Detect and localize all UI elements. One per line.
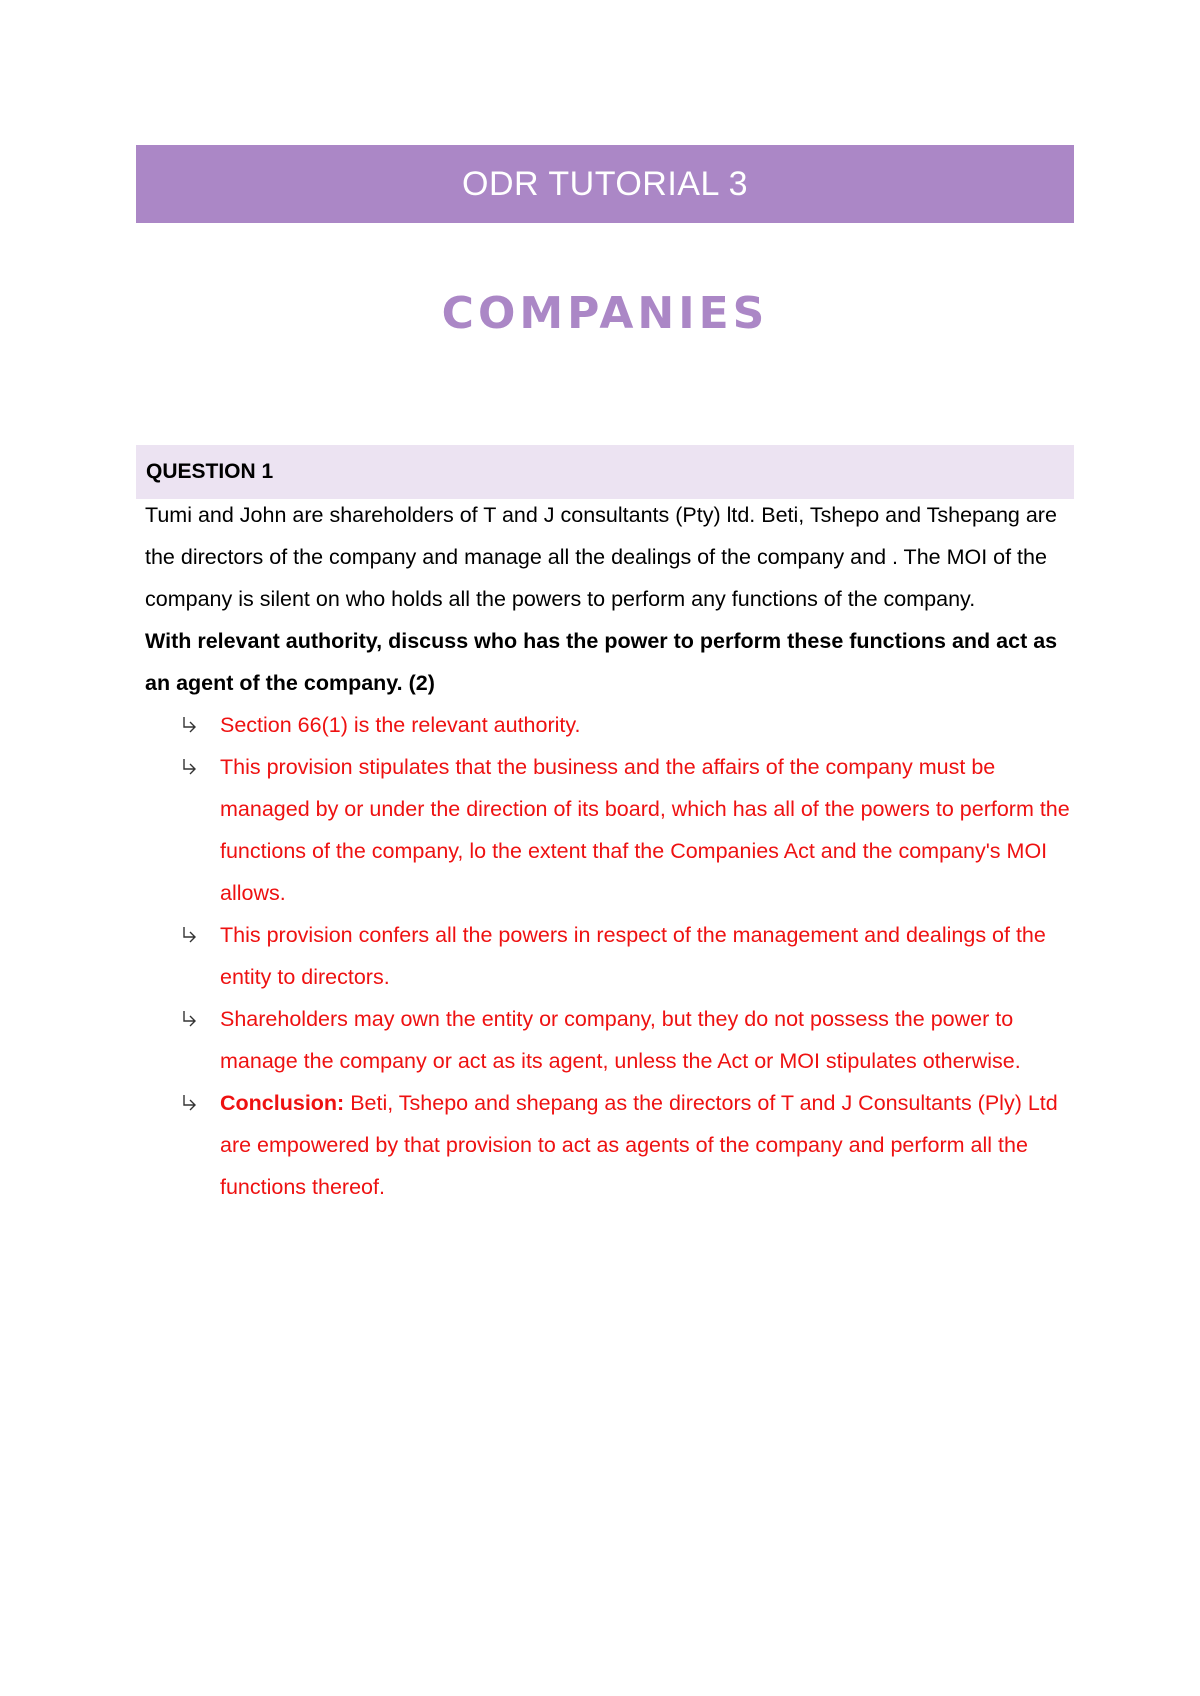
arrow-bullet-icon (180, 1082, 204, 1124)
answer-item (145, 746, 1074, 914)
answer-text: Section 66(1) is the relevant authority. (220, 713, 581, 737)
document-subtitle: COMPANIES (441, 288, 769, 339)
document-title: ODR TUTORIAL 3 (462, 164, 748, 203)
answer-text: Beti, Tshepo and shepang as the directors of T and J Consultants (Ply) Ltd are empowered by that provision to act as agents of the company and perform all the functions thereof. (220, 1091, 1058, 1199)
answer-lead: Conclusion: (220, 1091, 345, 1115)
question-label: QUESTION 1 (146, 460, 274, 483)
answer-text: This provision stipulates that the business and the affairs of the company must be managed by or under the direction of its board, which has all of the powers to perform the functions of the company, lo the extent thaf the Companies Act and the company's MOI allows. (220, 755, 1070, 905)
answer-item (145, 998, 1074, 1082)
answer-text: Shareholders may own the entity or company, but they do not possess the power to manage the company or act as its agent, unless the Act or MOI stipulates otherwise. (220, 1007, 1021, 1073)
question-content (145, 494, 1074, 1208)
answer-item (145, 914, 1074, 998)
answer-text: This provision confers all the powers in respect of the management and dealings of the entity to directors. (220, 923, 1046, 989)
answer-item (145, 1082, 1074, 1208)
title-banner (136, 145, 1074, 223)
arrow-bullet-icon (180, 914, 204, 956)
question-prompt: With relevant authority, discuss who has the power to perform these functions and act as an agent of the company. (2) (145, 629, 1058, 695)
arrow-bullet-icon (180, 704, 204, 746)
arrow-bullet-icon (180, 746, 204, 788)
answer-list (145, 704, 1074, 1208)
answer-item (145, 704, 1074, 746)
question-header-bar (136, 445, 1074, 499)
arrow-bullet-icon (180, 998, 204, 1040)
question-scenario: Tumi and John are shareholders of T and J consultants (Pty) ltd. Beti, Tshepo and Tshepang are the directors of the company and manage all the dealings of the company and . The MOI of the company is silent on who holds all the powers to perform any functions of the company. (145, 503, 1057, 611)
